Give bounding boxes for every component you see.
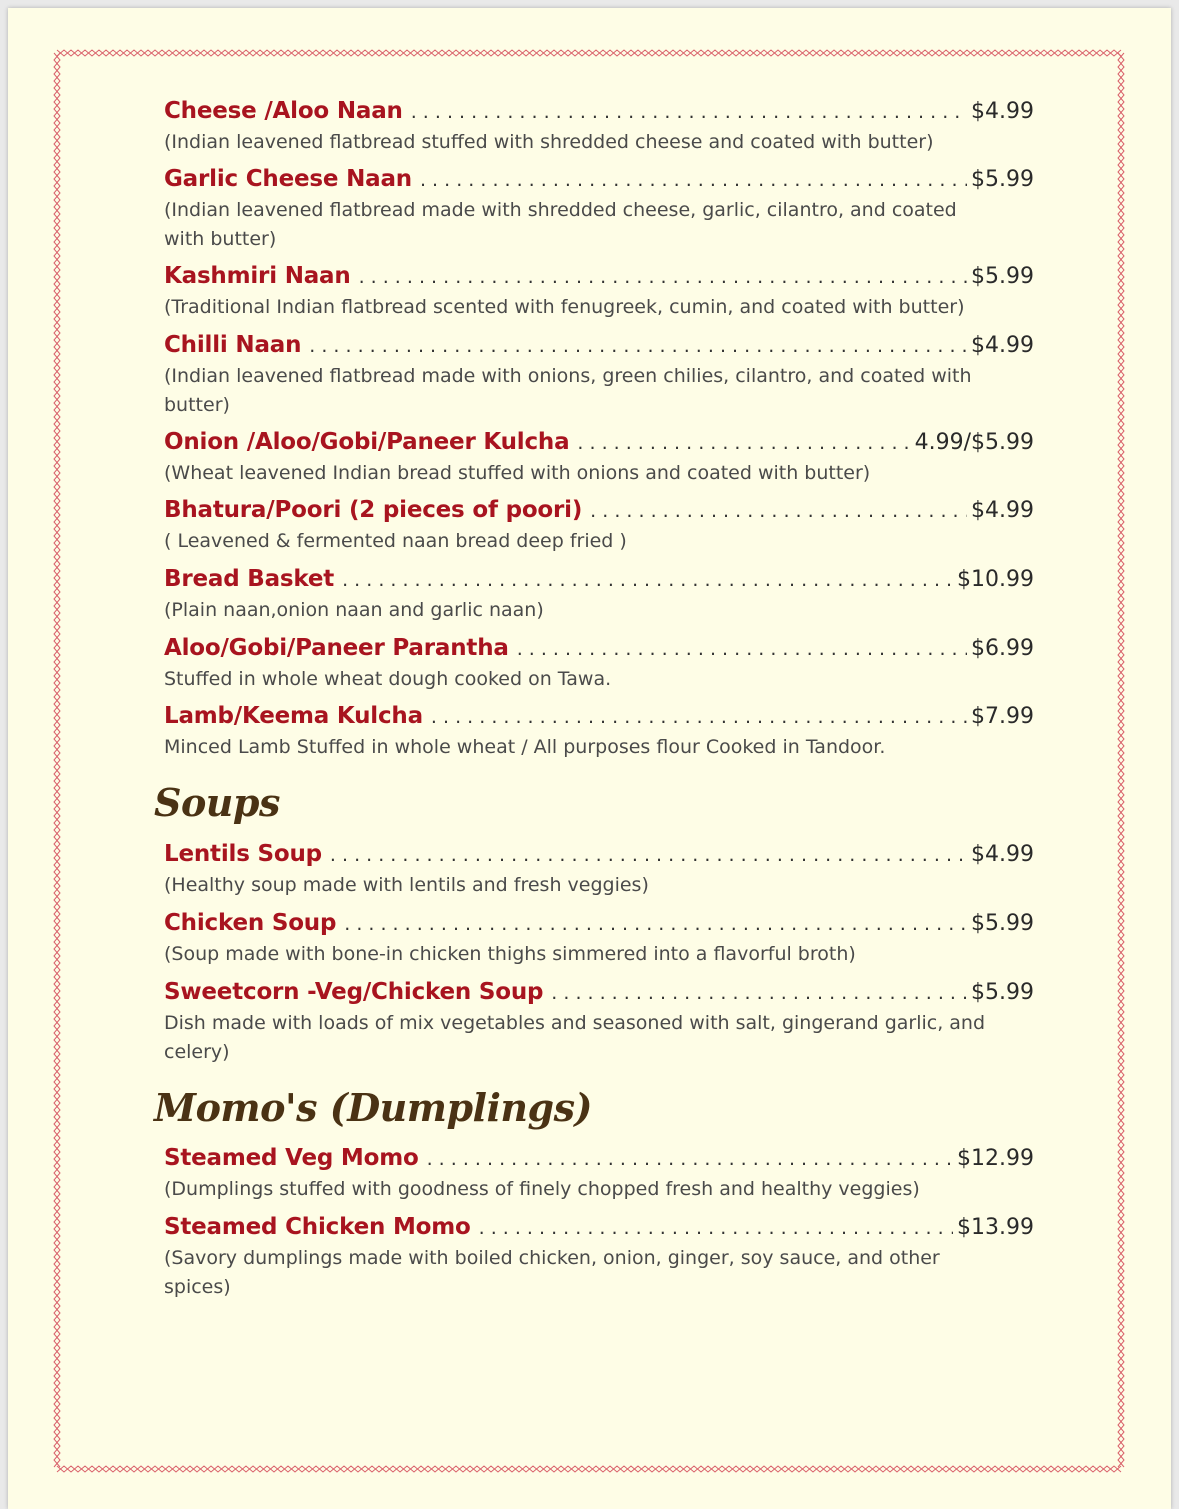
menu-item-kulcha xyxy=(164,429,1034,488)
dot-leader xyxy=(411,101,967,123)
item-price: $5.99 xyxy=(971,167,1034,192)
item-price: $5.99 xyxy=(971,264,1034,289)
item-price: $4.99 xyxy=(971,498,1034,523)
item-name: Lentils Soup xyxy=(164,841,322,867)
dot-leader xyxy=(577,432,910,454)
border-zigzag-line xyxy=(54,53,60,1467)
item-description: (Dumplings stuffed with goodness of finely chopped fresh and healthy veggies) xyxy=(164,1178,920,1200)
border-zigzag-line xyxy=(1118,53,1124,1467)
item-name: Onion /Aloo/Gobi/Paneer Kulcha xyxy=(164,429,570,455)
dot-leader xyxy=(551,982,967,1004)
item-description: (Traditional Indian flatbread scented with fenugreek, cumin, and coated with butter) xyxy=(164,296,965,318)
menu-item-lentils-soup xyxy=(164,841,1034,900)
dot-leader xyxy=(517,638,967,660)
item-name: Chicken Soup xyxy=(164,910,337,936)
item-price: $6.99 xyxy=(971,636,1034,661)
border-zigzag-line xyxy=(1118,53,1124,1467)
item-description: Minced Lamb Stuffed in whole wheat / All purposes flour Cooked in Tandoor. xyxy=(164,736,886,758)
item-price: 4.99/$5.99 xyxy=(914,430,1034,455)
item-name: Chilli Naan xyxy=(164,332,302,358)
item-name: Aloo/Gobi/Paneer Parantha xyxy=(164,635,509,661)
item-name: Lamb/Keema Kulcha xyxy=(164,703,423,729)
item-name: Bread Basket xyxy=(164,566,335,592)
dot-leader xyxy=(431,706,967,728)
item-description: (Soup made with bone-in chicken thighs simmered into a flavorful broth) xyxy=(164,943,856,965)
item-name: Bhatura/Poori (2 pieces of poori) xyxy=(164,497,583,523)
item-price: $10.99 xyxy=(957,567,1034,592)
item-price: $7.99 xyxy=(971,704,1034,729)
menu-item-kashmiri-naan xyxy=(164,263,1034,322)
menu-item-lamb-keema-kulcha xyxy=(164,703,1034,762)
menu-item-parantha xyxy=(164,635,1034,694)
item-description: (Healthy soup made with lentils and fresh veggies) xyxy=(164,874,649,896)
dot-leader xyxy=(590,500,967,522)
item-price: $4.99 xyxy=(971,333,1034,358)
item-description: (Wheat leavened Indian bread stuffed with onions and coated with butter) xyxy=(164,462,871,484)
dot-leader xyxy=(359,266,967,288)
section-title-momos: Momo's (Dumplings) xyxy=(154,1085,593,1130)
item-name: Steamed Veg Momo xyxy=(164,1145,419,1171)
item-description: Dish made with loads of mix vegetables and seasoned with salt, gingerand garlic, and celery) xyxy=(164,1012,986,1063)
menu-item-cheese-aloo-naan xyxy=(164,98,1034,157)
item-price: $4.99 xyxy=(971,99,1034,124)
dot-leader xyxy=(344,913,967,935)
item-description: ( Leavened & fermented naan bread deep fried ) xyxy=(164,530,627,552)
menu-page xyxy=(8,8,1171,1509)
dot-leader xyxy=(330,844,967,866)
menu-item-chicken-soup xyxy=(164,910,1034,969)
item-name: Cheese /Aloo Naan xyxy=(164,98,403,124)
menu-item-steamed-chicken-momo xyxy=(164,1214,1034,1302)
menu-item-bread-basket xyxy=(164,566,1034,625)
item-name: Kashmiri Naan xyxy=(164,263,351,289)
menu-item-garlic-cheese-naan xyxy=(164,166,1034,254)
dot-leader xyxy=(342,569,953,591)
dot-leader xyxy=(427,1148,953,1170)
item-description: (Plain naan,onion naan and garlic naan) xyxy=(164,599,544,621)
menu-item-steamed-veg-momo xyxy=(164,1145,1034,1204)
item-price: $13.99 xyxy=(957,1215,1034,1240)
dot-leader xyxy=(420,169,967,191)
border-zigzag-line xyxy=(54,53,60,1467)
item-description: (Indian leavened flatbread made with onions, green chilies, cilantro, and coated with butter) xyxy=(164,365,972,416)
item-price: $12.99 xyxy=(957,1146,1034,1171)
dot-leader xyxy=(479,1217,953,1239)
item-description: (Indian leavened flatbread stuffed with shredded cheese and coated with butter) xyxy=(164,131,934,153)
item-name: Garlic Cheese Naan xyxy=(164,166,412,192)
item-price: $5.99 xyxy=(971,980,1034,1005)
item-price: $5.99 xyxy=(971,911,1034,936)
item-description: (Indian leavened flatbread made with shredded cheese, garlic, cilantro, and coated with butter) xyxy=(164,199,957,250)
item-name: Steamed Chicken Momo xyxy=(164,1214,471,1240)
menu-item-bhatura-poori xyxy=(164,497,1034,556)
dot-leader xyxy=(309,335,967,357)
item-description: (Savory dumplings made with boiled chicken, onion, ginger, soy sauce, and other spices) xyxy=(164,1247,940,1298)
item-price: $4.99 xyxy=(971,842,1034,867)
menu-item-sweetcorn-soup xyxy=(164,979,1034,1067)
section-title-soups: Soups xyxy=(154,780,280,825)
item-description: Stuffed in whole wheat dough cooked on Tawa. xyxy=(164,668,612,690)
menu-item-chilli-naan xyxy=(164,332,1034,420)
item-name: Sweetcorn -Veg/Chicken Soup xyxy=(164,979,544,1005)
